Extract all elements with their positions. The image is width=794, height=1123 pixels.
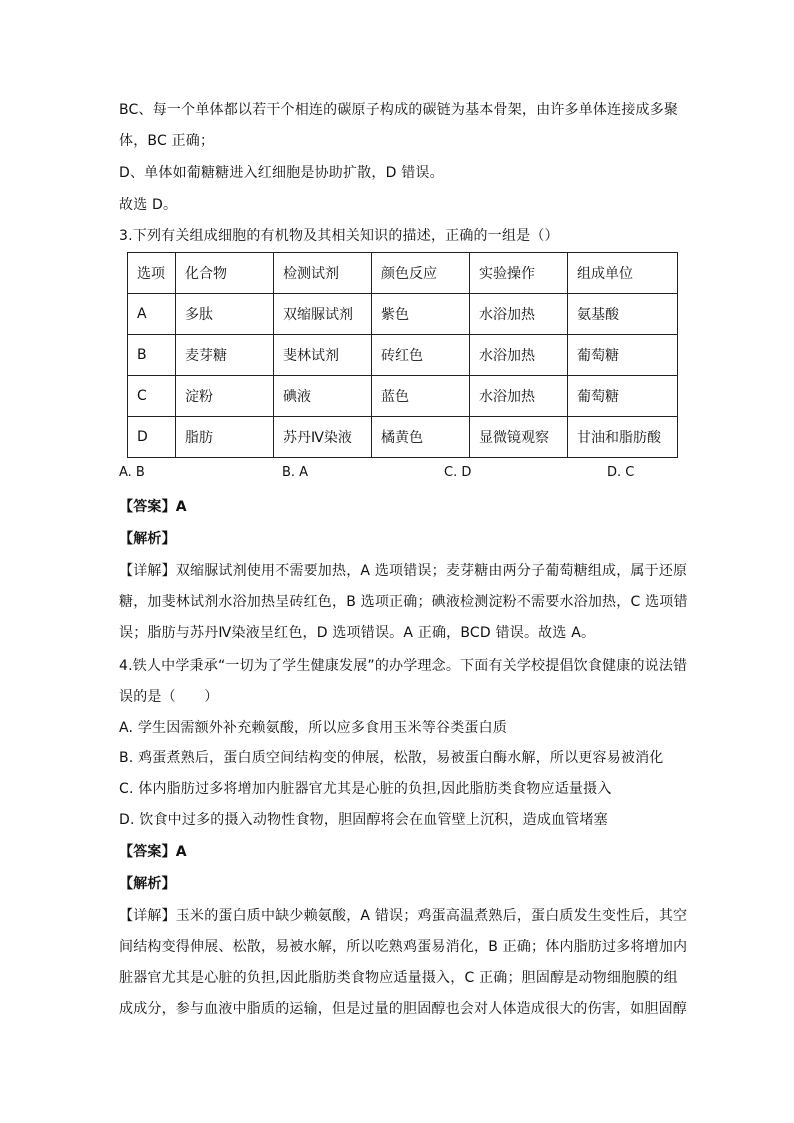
text-line: 体，BC 正确； — [119, 133, 215, 149]
choice-a: A. B — [119, 465, 145, 480]
table-cell: 紫色 — [372, 294, 470, 335]
text-line: 故选 D。 — [119, 197, 178, 213]
option-d: D. 饮食中过多的摄入动物性食物，胆固醇将会在血管壁上沉积，造成血管堵塞 — [119, 812, 608, 828]
answer-label: 【答案】A — [119, 499, 187, 515]
table-cell: 淀粉 — [176, 376, 274, 417]
table-row — [128, 417, 678, 458]
text-line: D、单体如葡糖糖进入红细胞是协助扩散，D 错误。 — [119, 165, 444, 181]
table-cell: 砖红色 — [372, 335, 470, 376]
table-header-cell: 化合物 — [176, 253, 274, 294]
option-c: C. 体内脂肪过多将增加内脏器官尤其是心脏的负担,因此脂肪类食物应适量摄入 — [119, 781, 612, 797]
table-row — [128, 376, 678, 417]
table-header-cell: 检测试剂 — [274, 253, 372, 294]
detail-line: 糖，加斐林试剂水浴加热呈砖红色，B 选项正确；碘液检测淀粉不需要水浴加热，C 选项错 — [119, 594, 688, 610]
option-a: A. 学生因需额外补充赖氨酸，所以应多食用玉米等谷类蛋白质 — [119, 720, 508, 736]
detail-line: 间结构变得伸展、松散，易被水解，所以吃熟鸡蛋易消化，B 正确；体内脂肪过多将增加内 — [119, 939, 688, 955]
table-cell: B — [128, 335, 176, 376]
detail-line: 脏器官尤其是心脏的负担,因此脂肪类食物应适量摄入，C 正确；胆固醇是动物细胞膜的组 — [119, 970, 678, 986]
detail-line: 【详解】双缩脲试剂使用不需要加热，A 选项错误；麦芽糖由两分子葡萄糖组成，属于还原 — [119, 563, 688, 579]
table-cell: D — [128, 417, 176, 458]
question-4-stem: 误的是（ ） — [119, 689, 219, 705]
question-3-stem: 3.下列有关组成细胞的有机物及其相关知识的描述，正确的一组是（） — [119, 228, 559, 244]
table-row — [128, 335, 678, 376]
question-4-stem: 4.铁人中学秉承“一切为了学生健康发展”的办学理念。下面有关学校提倡饮食健康的说法错 — [119, 658, 688, 674]
table-header-cell: 组成单位 — [568, 253, 678, 294]
analysis-label: 【解析】 — [119, 531, 176, 547]
table-cell: 甘油和脂肪酸 — [568, 417, 678, 458]
table-cell: 葡萄糖 — [568, 376, 678, 417]
table-cell: 蓝色 — [372, 376, 470, 417]
table-cell: 显微镜观察 — [470, 417, 568, 458]
analysis-label: 【解析】 — [119, 876, 176, 892]
question-3-choices — [119, 465, 679, 487]
table-cell: 葡萄糖 — [568, 335, 678, 376]
table-cell: 水浴加热 — [470, 294, 568, 335]
detail-line: 【详解】玉米的蛋白质中缺少赖氨酸，A 错误；鸡蛋高温煮熟后，蛋白质发生变性后，其空 — [119, 908, 688, 924]
option-b: B. 鸡蛋煮熟后，蛋白质空间结构变的伸展，松散，易被蛋白酶水解，所以更容易被消化 — [119, 750, 664, 766]
answer-label: 【答案】A — [119, 844, 187, 860]
choice-c: C. D — [444, 465, 472, 480]
table-header-cell: 选项 — [128, 253, 176, 294]
table-cell: 水浴加热 — [470, 335, 568, 376]
table-cell: 麦芽糖 — [176, 335, 274, 376]
choice-b: B. A — [282, 465, 309, 480]
table-header-cell: 实验操作 — [470, 253, 568, 294]
table-cell: 多肽 — [176, 294, 274, 335]
table-cell: A — [128, 294, 176, 335]
table-cell: 双缩脲试剂 — [274, 294, 372, 335]
table-cell: 苏丹Ⅳ染液 — [274, 417, 372, 458]
detail-line: 误；脂肪与苏丹Ⅳ染液呈红色，D 选项错误。A 正确，BCD 错误。故选 A。 — [119, 625, 596, 641]
table-cell: 脂肪 — [176, 417, 274, 458]
table-header-cell: 颜色反应 — [372, 253, 470, 294]
text-line: BC、每一个单体都以若干个相连的碳原子构成的碳链为基本骨架，由许多单体连接成多聚 — [119, 102, 679, 118]
detail-line: 成成分，参与血液中脂质的运输，但是过量的胆固醇也会对人体造成很大的伤害，如胆固醇 — [119, 1001, 687, 1017]
table-cell: 碘液 — [274, 376, 372, 417]
table-cell: C — [128, 376, 176, 417]
table-cell: 斐林试剂 — [274, 335, 372, 376]
table-row — [128, 294, 678, 335]
table-cell: 水浴加热 — [470, 376, 568, 417]
question-3-table — [127, 252, 678, 458]
choice-d: D. C — [607, 465, 635, 480]
table-cell: 氨基酸 — [568, 294, 678, 335]
table-header-row — [128, 253, 678, 294]
table-cell: 橘黄色 — [372, 417, 470, 458]
